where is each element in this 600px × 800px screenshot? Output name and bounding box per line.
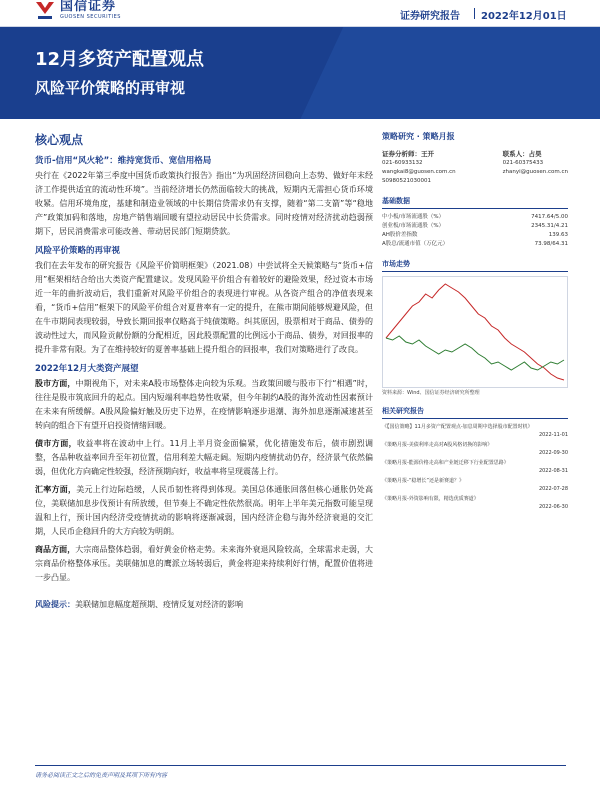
section-heading-risk-parity: 风险平价策略的再审视 [35,246,121,256]
related-report-item[interactable] [382,441,568,457]
basic-data-heading: 基础数据 [382,196,568,209]
core-views-heading: 核心观点 [35,133,84,147]
stock-label: 股市方面， [35,379,76,388]
related-report-date: 2022-07-28 [538,486,568,492]
sidebar [382,131,568,513]
section-heading-monetary: 货币-信用“风火轮”：维持宽货币、宽信用格局 [35,156,212,166]
series-line-1 [386,336,564,370]
market-trend-heading: 市场走势 [382,259,568,272]
related-reports-list [382,423,568,511]
analyst-2 [503,150,568,186]
fx-label: 汇率方面， [35,485,77,494]
footer-disclaimer: 请务必阅读正文之后的免责声明及其项下所有内容 [35,765,566,779]
report-type: 证券研究报告 [400,11,460,22]
related-report-title: 《策略月报-美债利率走高对A股风格切换的影响》 [382,442,493,448]
analyst-1-cert: S0980521030001 [382,178,431,184]
basic-data-row [382,231,568,240]
basic-data-row [382,213,568,222]
guosen-logo-icon [34,0,56,20]
basic-data-key: AH股价差指数 [382,232,418,238]
analyst-1-phone: 021-60933132 [382,160,423,166]
risk-warning [35,599,373,610]
analyst-2-phone: 021-60375433 [502,160,544,166]
related-report-date: 2022-09-30 [538,450,568,456]
basic-data-key: 创业板/市场流通股（%） [382,223,445,229]
fx-text: 美元上行边际趋缓，人民币韧性将得到体现。美国总体通胀回落但核心通胀仍处高位，美联储加息步伐预计有所放缓，但节奏上不确定性依然很高。明年上半年美元指数可能呈现温和上行，预计国内经济受疫情扰动的影响将逐渐减弱，国内经济企稳与海外经济衰退的交汇期，人民币企稳回升的大方向较为明朗。 [35,485,373,536]
analyst-1 [382,150,456,186]
basic-data-value: 2345.31/4.21 [531,223,568,229]
analyst-2-title: 联系人：占昊 [502,150,542,158]
basic-data-key: A股总/流通市值（万亿元） [382,241,449,247]
related-report-item[interactable] [382,477,568,493]
logo-name: 国信证券 [60,0,117,14]
stock-text: 中期视角下，对未来A股市场整体走向较为乐观。当政策回暖与股市下行“相遇”时，往往是股市筑底回升的起点。国内短端利率趋势性收紧，但今年制约A股的海外流动性因素预计在未来有所缓解。A股风险偏好触及历史下边界，在疫情影响逐步退潮、海外加息逐渐减速甚至转向的组合下有望开启投资情绪回暖。 [35,379,374,430]
bond-text: 收益率将在波动中上行。11月上半月资金面偏紧，优化措施发布后，债市剧烈调整，各品种收益率回升至年初位置，信用利差大幅走阔。短期内疫情扰动仍存，经济景气依然偏弱，但优化方向确定性较强，经济预期向好，收益率将呈现震荡上行。 [35,439,373,476]
banner-decoration [283,27,600,119]
paragraph-fx [35,483,373,539]
risk-label: 风险提示： [35,600,75,609]
top-bar [0,0,600,27]
bond-label: 债市方面， [35,439,78,448]
related-report-title: 《【国信策略】11月多资产配置观点-加息周期中选择股市配置时机》 [382,424,533,430]
related-report-date: 2022-08-31 [538,468,568,474]
paragraph-risk-parity: 我们在去年发布的研究报告《风险平价简明框架》（2021.08）中尝试将全天候策略与“货币+信用”框架相结合给出大类资产配置建议。发现风险平价组合有着较好的避险效果，经过资本市场近一年的曲折波动后，我们重新对风险平价组合的表现进行审视。从各资产组合的净值表现来看，“货币+信用”框架下的风险平价组合对夏普率有一定的提升，在熊市期间能够规避风险，但在牛市期间表现较弱，导致长期回报率仅略高于纯债策略。纠其原因，股票相对于商品、债券的波动性过大，而风险贡献份额的分配相近，因此股票配置的比例远小于商品、债券，对回报率的提升非常有限。为了在维持较好的夏普率基础上提升组合的回报率，我们对策略进行了改良。 [35,261,373,354]
paragraph-bond [35,437,373,479]
series-line-0 [386,284,564,380]
commodity-label: 商品方面， [35,545,76,554]
title-banner [0,27,600,119]
market-trend-chart [382,276,568,388]
analyst-1-email[interactable]: wangkai8@guosen.com.cn [382,169,456,175]
logo-english-name: GUOSEN SECURITIES [60,14,121,20]
basic-data-value: 139.63 [548,232,568,238]
section-heading-outlook: 2022年12月大类资产展望 [35,364,139,374]
paragraph-stock [35,377,373,433]
basic-data-list [382,213,568,249]
analyst-1-title: 证券分析师：王开 [382,150,434,158]
sidebar-heading: 策略研究 · 策略月报 [382,132,455,141]
related-report-item[interactable] [382,423,568,439]
basic-data-key: 中小板/市场流通股（%） [382,214,445,220]
paragraph-monetary: 央行在《2022年第三季度中国货币政策执行报告》指出“为巩固经济回稳向上态势、做好年末经济工作提供适宜的流动性环境”。当前经济增长仍然面临较大的挑战，短期内无需担心货币环境收紧。信用环境角度，基建和制造业领域的中长期信贷需求仍有支撑，随着“第二支箭”等“稳地产”政策加码和落地，房地产销售端回暖有望拉动居民中长贷需求。同时疫情对经济扰动趋弱预期下，居民消费需求可能改善、带动居民部门短期贷款。 [35,171,373,236]
chart-frame [383,277,568,388]
related-report-title: 《策略月报-外资影响有限，精选优质赛道》 [382,496,479,502]
related-report-date: 2022-11-01 [538,432,568,438]
report-date: 2022年12月01日 [481,11,567,22]
report-title: 12月多资产配置观点 [35,49,205,70]
analyst-2-email[interactable]: zhanyi@guosen.com.cn [502,169,568,175]
related-report-title: 《策略月报-“稳增长”还是新赛道？》 [382,478,464,484]
related-report-item[interactable] [382,495,568,511]
commodity-text: 大宗商品整体趋弱，看好黄金价格走势。未来海外衰退风险较高，全球需求走弱，大宗商品价格整体承压。美联储加息的鹰派立场转弱后，黄金将迎来持续利好行情，配置价值将进一步凸显。 [35,545,374,582]
header-divider [474,8,475,19]
main-column [35,131,373,610]
risk-text: 美联储加息幅度超预期、疫情反复对经济的影响 [75,600,243,609]
related-reports-heading: 相关研究报告 [382,406,568,419]
related-report-item[interactable] [382,459,568,475]
paragraph-commodity [35,543,373,585]
basic-data-value: 7417.64/5.00 [531,214,568,220]
related-report-date: 2022-06-30 [538,504,568,510]
report-subtitle: 风险平价策略的再审视 [35,79,186,97]
basic-data-value: 73.98/64.31 [534,241,568,247]
chart-source-note: 资料来源：Wind、国信证券经济研究所整理 [382,390,480,396]
market-trend-svg [382,276,568,388]
basic-data-row [382,222,568,231]
related-report-title: 《策略月报-能源价格走高和产业链迁移下行业配置思路》 [382,460,509,466]
analyst-block [382,150,568,186]
basic-data-row [382,240,568,249]
